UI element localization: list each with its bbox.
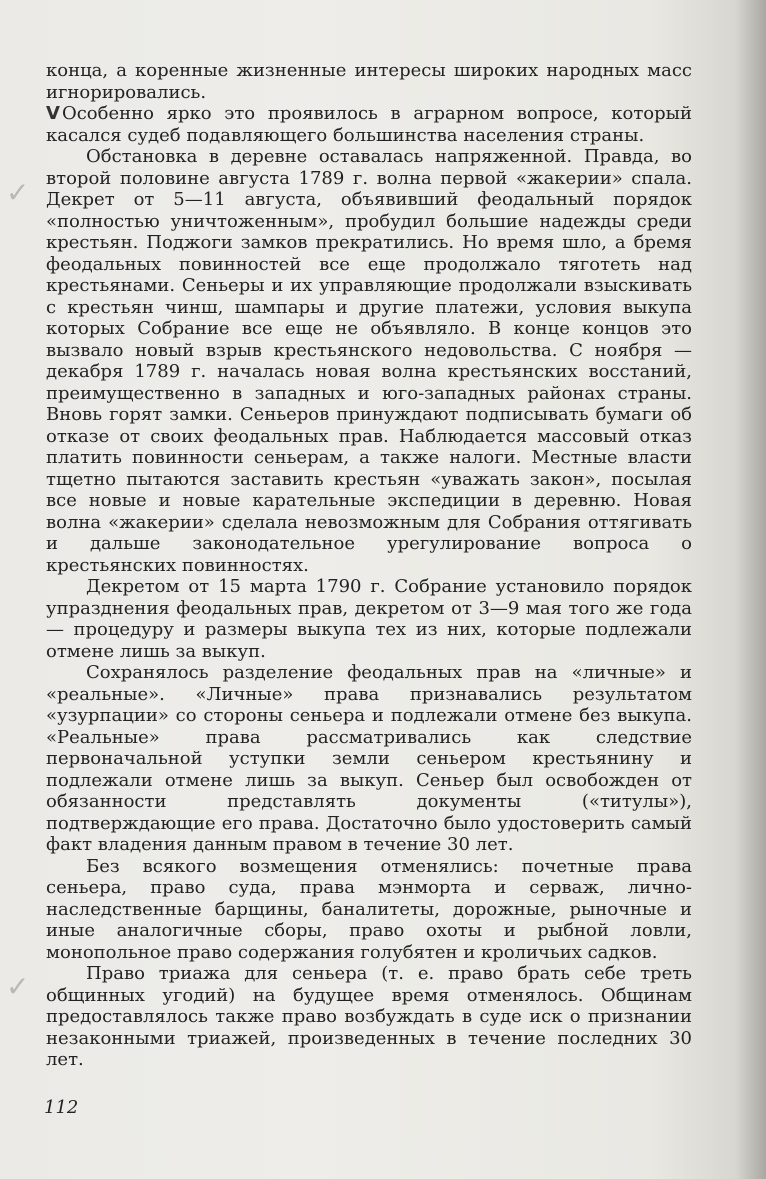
page-number: 112 [44,1097,79,1118]
paragraph-2-text: Особенно ярко это проявилось в аграрном вопросе, который касался судеб подавляющего большинства населения страны. [46,103,692,146]
margin-check-mark: V [46,103,60,124]
pencil-check-mark-icon: ✓ [6,970,30,1003]
paragraph-2 [46,103,692,146]
paragraph-1: конца, а коренные жизненные интересы широких народных масс игнорировались. [46,60,692,103]
paragraph-4: Декретом от 15 марта 1790 г. Собрание установило порядок упразднения феодальных прав, декретом от 3—9 мая того же года — процедуру и размеры выкупа тех из них, которые подлежали отмене лишь за выкуп. [46,576,692,662]
paragraph-3: Обстановка в деревне оставалась напряженной. Правда, во второй половине августа 1789 г. волна первой «жакерии» спала. Декрет от 5—11 августа, объявивший феодальный порядок «полностью уничтоженным», пробудил большие надежды среди крестьян. Поджоги замков прекратились. Но время шло, а бремя феодальных повинностей все еще продолжало тяготеть над крестьянами. Сеньеры и их управляющие продолжали взыскивать с крестьян чинш, шампары и другие платежи, условия выкупа которых Собрание все еще не объявляло. В конце концов это вызвало новый взрыв крестьянского недовольства. С ноября — декабря 1789 г. началась новая волна крестьянских восстаний, преимущественно в западных и юго-западных районах страны. Вновь горят замки. Сеньеров принуждают подписывать бумаги об отказе от своих феодальных прав. Наблюдается массовый отказ платить повинности сеньерам, а также налоги. Местные власти тщетно пытаются заставить крестьян «уважать закон», посылая все новые и новые карательные экспедиции в деревню. Новая волна «жакерии» сделала невозможным для Собрания оттягивать и дальше законодательное урегулирование вопроса о крестьянских повинностях. [46,146,692,576]
pencil-check-mark-icon: ✓ [6,176,30,209]
body-text [46,60,692,1071]
paragraph-5: Сохранялось разделение феодальных прав на «личные» и «реальные». «Личные» права признавались результатом «узурпации» со стороны сеньера и подлежали отмене без выкупа. «Реальные» права рассматривались как следствие первоначальной уступки земли сеньером крестьянину и подлежали отмене лишь за выкуп. Сеньер был освобожден от обязанности представлять документы («титулы»), подтверждающие его права. Достаточно было удостоверить самый факт владения данным правом в течение 30 лет. [46,662,692,855]
paragraph-7: Право триажа для сеньера (т. е. право брать себе треть общинных угодий) на будущее время отменялось. Общинам предоставлялось также право возбуждать в суде иск о признании незаконными триажей, произведенных в течение последних 30 лет. [46,963,692,1070]
paragraph-6: Без всякого возмещения отменялись: почетные права сеньера, право суда, права мэнморта и серваж, лично-наследственные барщины, баналитеты, дорожные, рыночные и иные аналогичные сборы, право охоты и рыбной ловли, монопольное право содержания голубятен и кроличьих садков. [46,855,692,963]
